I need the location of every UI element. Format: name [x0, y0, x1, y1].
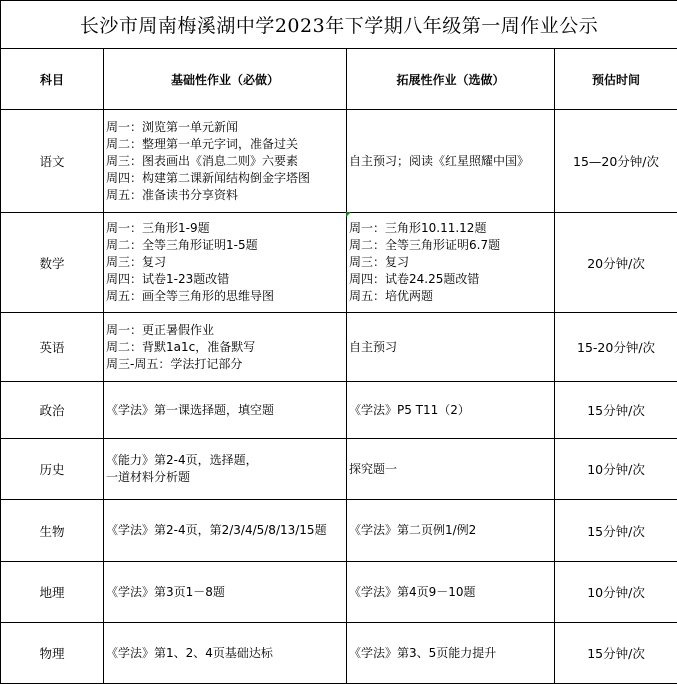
basic-line: 周四：构建第二课新闻结构倒金字塔图: [106, 170, 346, 187]
extension-line: 《学法》第二页例1/例2: [349, 522, 554, 539]
subject-cell: 历史: [1, 439, 104, 500]
time-cell: 15-20分钟/次: [555, 313, 677, 382]
table-row: [1, 382, 677, 439]
extension-line: 自主预习；阅读《红星照耀中国》: [349, 153, 554, 170]
subject-cell: 英语: [1, 313, 104, 382]
extension-homework-cell: [347, 313, 555, 382]
time-cell: 10分钟/次: [555, 439, 677, 500]
basic-line: 周三：图表画出《消息二则》六要素: [106, 153, 346, 170]
extension-homework-cell: [347, 439, 555, 500]
extension-line: 周一：三角形10.11.12题: [349, 220, 554, 237]
basic-line: 周一：更正暑假作业: [106, 322, 346, 339]
basic-homework-cell: [104, 500, 347, 562]
basic-homework-cell: [104, 562, 347, 623]
extension-line: 周五：培优两题: [349, 288, 554, 305]
basic-homework-cell: [104, 623, 347, 684]
subject-cell: 语文: [1, 110, 104, 213]
basic-homework-cell: [104, 213, 347, 313]
time-cell: 15分钟/次: [555, 623, 677, 684]
basic-line: 《学法》第3页1－8题: [106, 584, 346, 601]
subject-cell: 物理: [1, 623, 104, 684]
extension-homework-cell: [347, 623, 555, 684]
table-row: [1, 313, 677, 382]
basic-line: 周一：三角形1-9题: [106, 220, 346, 237]
basic-line: 周三：复习: [106, 254, 346, 271]
subject-cell: 地理: [1, 562, 104, 623]
basic-homework-cell: [104, 313, 347, 382]
basic-line: 周二：整理第一单元字词，准备过关: [106, 136, 346, 153]
extension-line: 周三：复习: [349, 254, 554, 271]
header-extension: 拓展性作业（选做）: [347, 49, 555, 110]
basic-line: 周五：准备读书分享资料: [106, 187, 346, 204]
basic-line: 周二：背默1a1c，准备默写: [106, 339, 346, 356]
basic-line: 周五：画全等三角形的思维导图: [106, 288, 346, 305]
subject-cell: 数学: [1, 213, 104, 313]
table-row: [1, 562, 677, 623]
basic-homework-cell: [104, 439, 347, 500]
basic-line: 周二：全等三角形证明1-5题: [106, 237, 346, 254]
basic-homework-cell: [104, 110, 347, 213]
basic-line: 《学法》第1、2、4页基础达标: [106, 645, 346, 662]
extension-line: 周二：全等三角形证明6.7题: [349, 237, 554, 254]
extension-line: 《学法》P5 T11（2）: [349, 402, 554, 419]
extension-line: 自主预习: [349, 339, 554, 356]
basic-line: 周三-周五：学法打记部分: [106, 356, 346, 373]
basic-line: 周一：浏览第一单元新闻: [106, 119, 346, 136]
time-cell: 15分钟/次: [555, 382, 677, 439]
extension-homework-cell: [347, 382, 555, 439]
basic-line: 《学法》第2-4页，第2/3/4/5/8/13/15题: [106, 522, 346, 539]
basic-line: 《能力》第2-4页，选择题，: [106, 452, 346, 469]
subject-cell: 生物: [1, 500, 104, 562]
extension-homework-cell: [347, 562, 555, 623]
basic-line: 一道材料分析题: [106, 469, 346, 486]
header-row: [1, 49, 677, 110]
extension-line: 《学法》第4页9－10题: [349, 584, 554, 601]
table-row: [1, 500, 677, 562]
extension-homework-cell: [347, 500, 555, 562]
extension-homework-cell: [347, 213, 555, 313]
header-subject: 科目: [1, 49, 104, 110]
basic-homework-cell: [104, 382, 347, 439]
time-cell: 15分钟/次: [555, 500, 677, 562]
table-title: 长沙市周南梅溪湖中学2023年下学期八年级第一周作业公示: [1, 1, 677, 49]
header-time: 预估时间: [555, 49, 677, 110]
extension-line: 《学法》第3、5页能力提升: [349, 645, 554, 662]
subject-cell: 政治: [1, 382, 104, 439]
table-row: [1, 110, 677, 213]
basic-line: 周四：试卷1-23题改错: [106, 271, 346, 288]
header-basic: 基础性作业（必做）: [104, 49, 347, 110]
time-cell: 10分钟/次: [555, 562, 677, 623]
title-row: [1, 1, 677, 49]
basic-line: 《学法》第一课选择题，填空题: [106, 402, 346, 419]
table-row: [1, 213, 677, 313]
time-cell: 20分钟/次: [555, 213, 677, 313]
table-row: [1, 623, 677, 684]
extension-line: 探究题一: [349, 461, 554, 478]
table-row: [1, 439, 677, 500]
extension-homework-cell: [347, 110, 555, 213]
cell-comment-marker: [346, 212, 351, 217]
extension-line: 周四：试卷24.25题改错: [349, 271, 554, 288]
time-cell: 15—20分钟/次: [555, 110, 677, 213]
